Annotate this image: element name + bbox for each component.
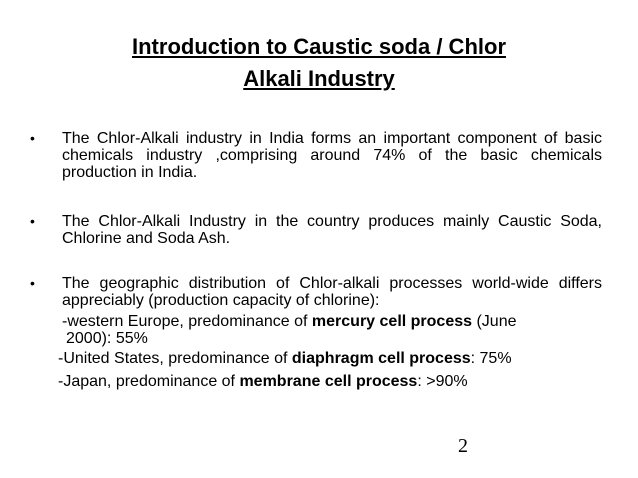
bullet-text: The Chlor-Alkali industry in India forms an important component of basic chemicals industry ,comprising around 74% of the basic chemicals production in India.: [62, 130, 602, 181]
region-suffix-line2: 2000): 55%: [66, 330, 148, 347]
bullet-text: The Chlor-Alkali Industry in the country produces mainly Caustic Soda, Chlorine and Soda Ash.: [62, 213, 602, 247]
region-prefix: -Japan, predominance of: [58, 373, 240, 390]
region-line-europe: [62, 313, 582, 347]
region-process: membrane cell process: [239, 373, 418, 390]
region-line-united-states: [58, 350, 598, 367]
bullet-item: [30, 213, 602, 247]
bullet-marker: •: [30, 213, 35, 229]
page-number: 2: [458, 435, 468, 457]
bullet-marker: •: [30, 130, 35, 146]
slide-title-line1: Introduction to Caustic soda / Chlor: [132, 34, 506, 59]
region-process: diaphragm cell process: [291, 350, 471, 367]
region-suffix: : >90%: [417, 373, 468, 390]
region-prefix: -western Europe, predominance of: [62, 313, 312, 330]
bullet-item: [30, 275, 602, 309]
region-process: mercury cell process: [311, 313, 473, 330]
region-suffix: : 75%: [470, 350, 512, 367]
region-line-japan: [58, 373, 598, 390]
region-prefix: -United States, predominance of: [58, 350, 292, 367]
bullet-item: [30, 130, 602, 181]
bullet-marker: •: [30, 275, 35, 291]
slide-title: [60, 31, 578, 95]
region-suffix: (June: [472, 313, 517, 330]
slide-title-line2: Alkali Industry: [243, 66, 395, 91]
bullet-text: The geographic distribution of Chlor-alkali processes world-wide differs appreciably (production capacity of chlorine):: [62, 275, 602, 309]
